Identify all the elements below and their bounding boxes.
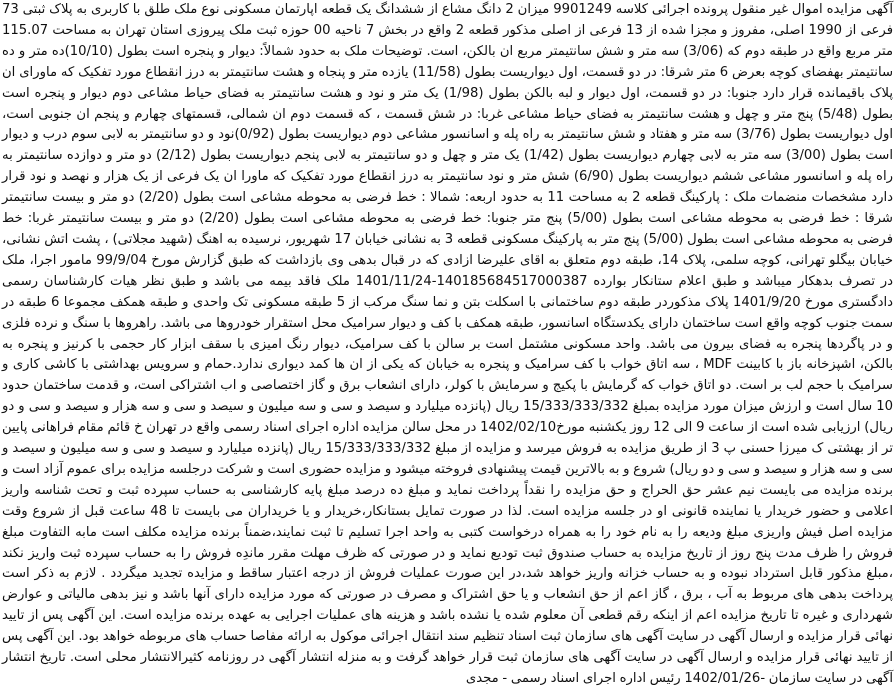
auction-notice-text: آگهی مزایده اموال غیر منقول پرونده اجرائی کلاسه 9901249 میزان 2 دانگ مشاع از ششدانگ یک قطعه اپارتمان مسکونی نوع ملک طلق با کاربری به پلاک ثبتی 73 فرعی از 1990 اصلی، مفروز و مجزا شده از 13 فرعی از اصلی مذکور قطعه 2 واقع در بخش 7 ناحیه 00 حوزه ثبت ملک پیروزی استان تهران به مساحت 115.07 متر مربع واقع در طبقه دوم که (3/06) سه متر و شش سانتیمتر مربع ان بالکن، است. توضیحات ملک به حدود شمالاً: دیوار و پنجره است بطول (10/10)ده متر و ده سانتیمتر بهفضای کوچه بعرض 6 متر شرقا: در دو قسمت، اول دیواریست بطول (11/58) یازده متر و پنجاه و هشت سانتیمتر به درز انقطاع مورد تفکیک که ماورای ان پلاک باقیمانده قرار دارد جنوبا: در دو قسمت، اول دیوار و لبه بالکن بطول (1/98) یک متر و نود و هشت سانتیمتر به فضای حیاط مشاعی دوم دیوار و پنجره است بطول (5/48) پنج متر و چهل و هشت سانتیمتر به فضای حیاط مشاعی غربا: در شش قسمت ، که قسمت دوم ان شمالی، قسمتهای چهارم و پنجم ان جنوبی است، اول دیواریست بطول (3/76) سه متر و هفتاد و شش سانتیمتر به راه پله و اسانسور مشاعی دوم دیواریست بطول (0/92)نود و دو سانتیمتر به لابی سوم درب و دیوار است بطول (3/00) سه متر به لابی چهارم دیواریست بطول (1/42) یک متر و چهل و دو سانتیمتر به لابی پنجم دیواریست بطول (2/12) دو متر و دوازده سانتیمتر به راه پله و اسانسور مشاعی ششم دیواریست بطول (6/90) شش متر و نود سانتیمتر به درز انقطاع مورد تفکیک که ماورا ان یک فرعی از یک هزار و نهصد و نود قرار دارد مشخصات منضمات ملک : پارکینگ قطعه 2 به مساحت 11 به حدود اربعه: شمالا : خط فرضی به محوطه مشاعی است بطول (2/20) دو متر و بیست سانتیمتر شرقا : خط فرضی به محوطه مشاعی است بطول (5/00) پنج متر جنوبا: خط فرضی به محوطه مشاعی است بطول (2/20) دو متر و بیست سانتیمتر غربا: خط فرضی به محوطه مشاعی است بطول (5/00) پنج متر به پارکینگ مسکونی قطعه 3 به نشانی خیابان 17 شهریور، نرسیده به اهنگ (شهید مجلاتی) ، پشت اتش نشانی، خیابان بیگلو تهرانی، کوچه سلمی، پلاک 14، طبقه دوم متعلق به اقای علیرضا ازادی که در قبال بدهی وی بازداشت که طبق گزارش مورخ 99/9/04 مامور اجرا، ملک در تصرف بدهکار میباشد و طبق اعلام ستانکار بوارده 14018568451700038​7-1401/11/24 ملک فاقد بیمه می باشد و طبق نظر هیات کارشناسان رسمی دادگستری مورخ 1401/9/20 پلاک مذکوردر طبقه دوم ساختمانی با اسکلت بتن و نما سنگ مرکب از 5 طبقه مسکونی تک واحدی و طبقه همکف مجموعا 6 طبقه در سمت جنوب کوچه واقع است ساختمان دارای یکدستگاه اسانسور، طبقه همکف با کف و دیوار سرامیک محل استقرار خودروها می باشد. راهروها با سنگ و نرده فلزی و در پاگردها پنجره به فضای بیرون می باشد. واحد مسکونی مشتمل است بر سالن با کف سرامیک، دیوار رنگ امیزی با سقف ابزار کار حجمی با کرنیز و پنجره به بالکن، اشپزخانه باز با کابینت MDF ، سه اتاق خواب با کف سرامیک و پنجره به خیابان که یکی از ان ها کمد دیواری ندارد.حمام و سرویس بهداشتی با کاشی کاری و سرامیک با حجم لب بر است. دو اتاق خواب که گرمایش با پکیج و سرمایش با کولر، دارای انشعاب برق و گاز اختصاصی و اب اشتراکی است، و قدمت ساختمان حدود 10 سال است و ارزش میزان مورد مزایده بمبلغ 15/333/333/332 ریال (پانزده میلیارد و سیصد و سی و سه میلیون و سیصد و سی و سه هزار و سیصد و سی و دو ریال) ارزیابی شده است از ساعت 9 الی 12 روز یکشنبه مورخ1402/02/10 در محل سالن مزایده اداره اجرای اسناد رسمی واقع در تهران خ قائم مقام فراهانی پایین تر از بهشتی ک میرزا حسنی پ 3 از طریق مزایده به فروش میرسد و مزایده از مبلغ 15/333/333/332 ریال (پانزده میلیارد و سیصد و سی و سه میلیون و سیصد و سی و سه هزار و سیصد و سی و دو ریال) شروع و به بالاترین قیمت پیشنهادی فروخته میشود و مزایده حضوری است و شرکت درجلسه مزایده برای عموم آزاد است و برنده مزایده می بایست نیم عشر حق الحراج و حق مزایده را نقداً پرداخت نماید و مبلغ ده درصد مبلغ پایه کارشناسی به حساب سپرده ثبت و تحت شناسه واریز اعلامی و حضور خریدار یا نماینده قانونی او در جلسه مزایده است. لذا در صورت تمایل بستانکار،خریدار و یا خریداران می بایست تا 48 ساعت قبل از شروع وقت مزایده اصل فیش واریزی مبلغ ودیعه را به نام خود را به همراه درخواست کتبی به واحد اجرا تسلیم تا ثبت نمایند،ضمناً برنده مزایده مکلف است مابه التفاوت مبلغ فروش را ظرف مدت پنج روز از تاریخ مزایده به حساب صندوق ثبت تودیع نماید و در صورتی که ظرف مهلت مقرر ماندِه فروش را به حساب سپرده ثبت واریز نکند ،مبلغ مذکور قابل استرداد نبوده و به حساب خزانه واریز خواهد شد،در این صورت عملیات فروش از درجه اعتبار ساقط و مزایده تجدید میگردد . لازم به ذکر است پرداخت بدهی های مربوط به آب ، برق ، گاز اعم از حق انشعاب و یا حق اشتراک و مصرف در صورتی که مورد مزایده دارای آنها باشد و نیز بدهی مالیاتی و عوارض شهرداری و غیره تا تاریخ مزایده اعم از اینکه رقم قطعی آن معلوم شده یا نشده باشد و هزینه های عملیات اجرایی به عهده برنده مزایده است. این آگهی پس از تایید نهائی قرار مزایده و ارسال آگهی در سایت آگهی های سازمان ثبت اسناد تنظیم سند انتقال اجرائی موکول به ارائه مفاصا حساب های مربوطه خواهد بود. این آگهی پس از تایید نهائی قرار مزایده و ارسال آگهی در سایت آگهی های سازمان ثبت قرار خواهد گرفت و به منزله انتشار آگهی در روزنامه کثیرالانتشار محلی است. تاریخ انتشار آگهی در سایت سازمان -1402/01/26 رئیس اداره اجرای اسناد رسمی - مجدی (2, 2, 894, 686)
